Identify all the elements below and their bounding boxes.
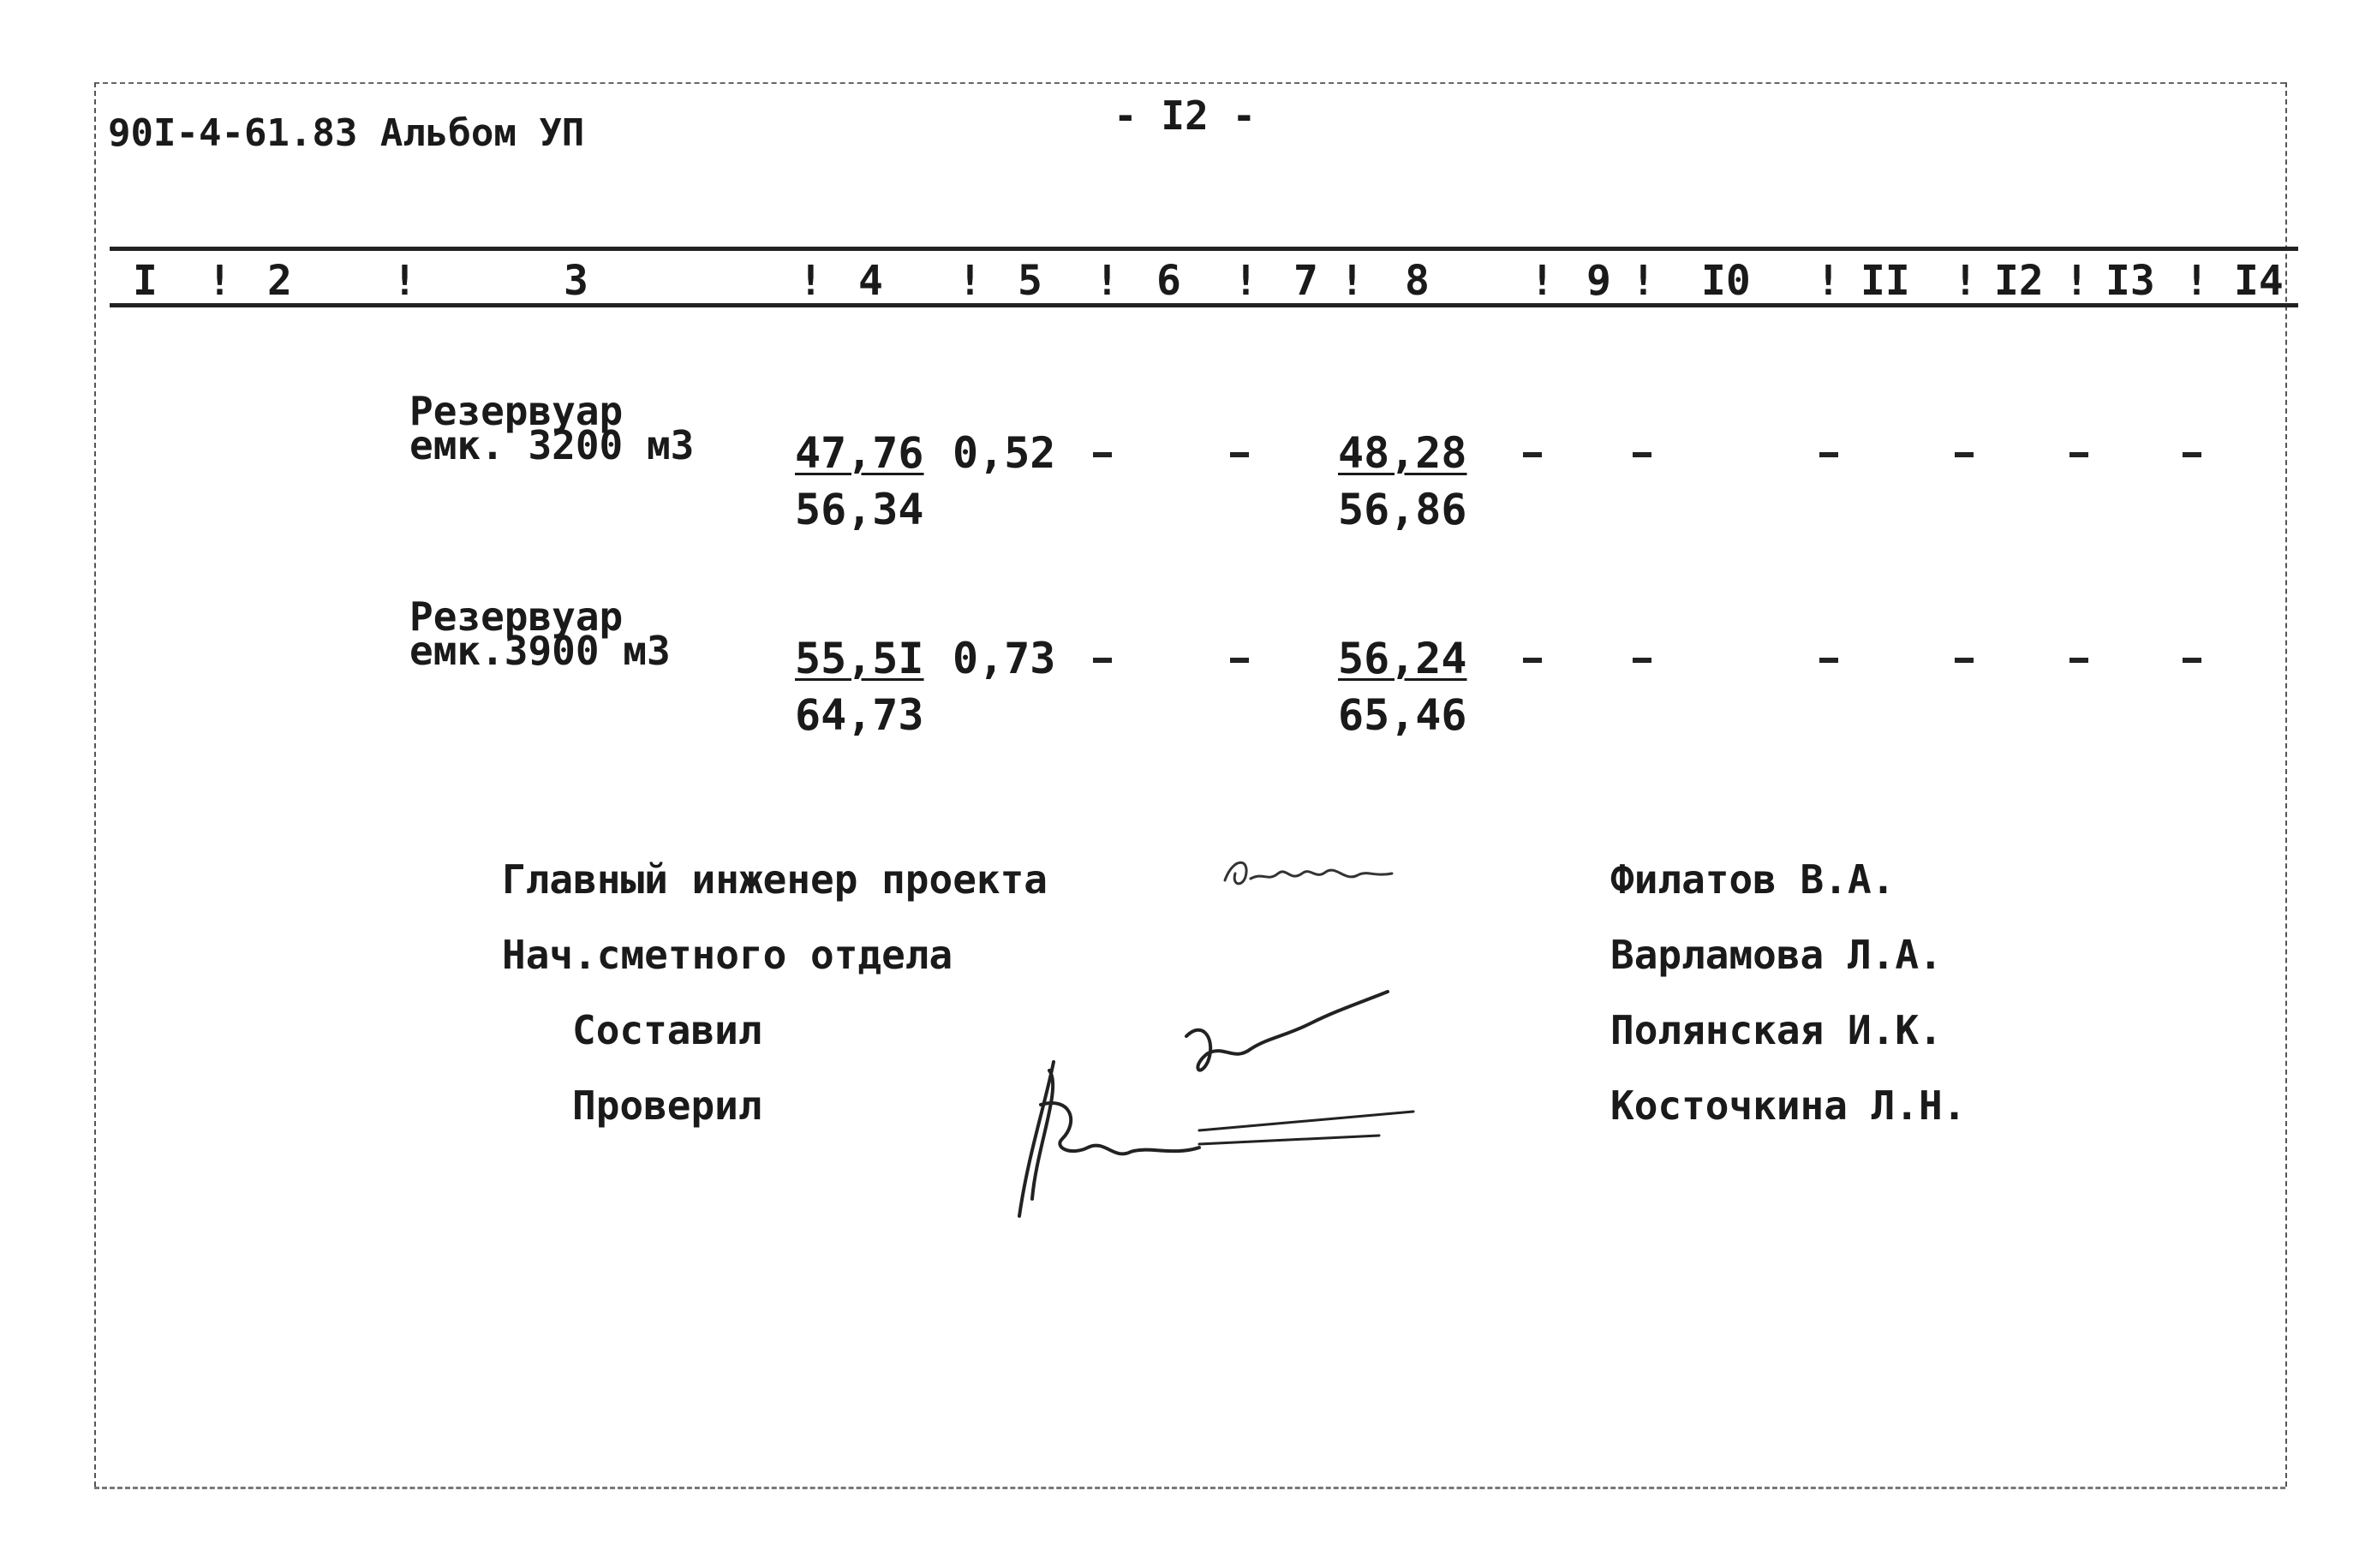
column-separator: ! xyxy=(392,257,417,305)
column-number: I4 xyxy=(2234,257,2284,305)
empty-cell-dash xyxy=(1230,658,1249,663)
column-separator: ! xyxy=(207,257,232,305)
role-estimate-dept-head: Нач.сметного отдела xyxy=(502,932,953,978)
empty-cell-dash xyxy=(1093,658,1112,663)
column-number: I3 xyxy=(2105,257,2155,305)
column-separator: ! xyxy=(798,257,823,305)
col4-value-bottom: 64,73 xyxy=(795,690,924,740)
frame-top-border xyxy=(94,82,2285,84)
empty-cell-dash xyxy=(2069,658,2088,663)
empty-cell-dash xyxy=(1819,658,1838,663)
empty-cell-dash xyxy=(1523,452,1542,457)
column-number: 3 xyxy=(564,257,588,305)
column-separator: ! xyxy=(1631,257,1656,305)
col4-value-top: 47,76 xyxy=(795,428,924,478)
item-name-line2: емк. 3200 м3 xyxy=(409,422,695,468)
column-separator: ! xyxy=(1953,257,1978,305)
column-number: 9 xyxy=(1586,257,1611,305)
empty-cell-dash xyxy=(1955,452,1974,457)
empty-cell-dash xyxy=(1093,452,1112,457)
column-number: II xyxy=(1860,257,1910,305)
column-number: I xyxy=(133,257,158,305)
empty-cell-dash xyxy=(1633,658,1651,663)
empty-cell-dash xyxy=(1523,658,1542,663)
column-separator: ! xyxy=(1816,257,1841,305)
empty-cell-dash xyxy=(1955,658,1974,663)
item-name-line2: емк.3900 м3 xyxy=(409,628,671,674)
column-separator: ! xyxy=(1340,257,1365,305)
table-header-top-rule xyxy=(110,247,2298,251)
frame-right-border xyxy=(2285,82,2287,1487)
empty-cell-dash xyxy=(2183,452,2201,457)
role-chief-engineer: Главный инженер проекта xyxy=(502,856,1048,903)
role-compiled-by: Составил xyxy=(572,1007,762,1053)
empty-cell-dash xyxy=(2069,452,2088,457)
name-kostochkina: Косточкина Л.Н. xyxy=(1610,1082,1967,1129)
frame-bottom-border xyxy=(94,1487,2285,1489)
frame-left-border xyxy=(94,82,96,1487)
col4-value-top: 55,5I xyxy=(795,634,924,683)
col8-value-top: 56,24 xyxy=(1338,634,1467,683)
column-separator: ! xyxy=(2184,257,2209,305)
empty-cell-dash xyxy=(1633,452,1651,457)
col8-value-bottom: 65,46 xyxy=(1338,690,1467,740)
column-separator: ! xyxy=(1095,257,1120,305)
item-name-line1: Резервуар xyxy=(409,593,624,640)
column-number: I2 xyxy=(1994,257,2044,305)
name-varlamova: Варламова Л.А. xyxy=(1610,932,1943,978)
col8-value-bottom: 56,86 xyxy=(1338,485,1467,534)
column-separator: ! xyxy=(2064,257,2089,305)
document-code: 90I-4-61.83 Альбом УП xyxy=(108,111,585,155)
column-number: 8 xyxy=(1405,257,1430,305)
empty-cell-dash xyxy=(1230,452,1249,457)
col5-value: 0,52 xyxy=(953,428,1056,478)
column-separator: ! xyxy=(1530,257,1555,305)
column-number: 7 xyxy=(1293,257,1318,305)
empty-cell-dash xyxy=(2183,658,2201,663)
column-number: 4 xyxy=(858,257,883,305)
column-number: 6 xyxy=(1156,257,1181,305)
col4-value-bottom: 56,34 xyxy=(795,485,924,534)
column-separator: ! xyxy=(1233,257,1258,305)
handwritten-signature xyxy=(1216,848,1413,899)
column-number: 5 xyxy=(1018,257,1042,305)
empty-cell-dash xyxy=(1819,452,1838,457)
column-separator: ! xyxy=(958,257,982,305)
item-name-line1: Резервуар xyxy=(409,388,624,434)
col5-value: 0,73 xyxy=(953,634,1056,683)
role-checked-by: Проверил xyxy=(572,1082,762,1129)
col8-value-top: 48,28 xyxy=(1338,428,1467,478)
name-filatov: Филатов В.А. xyxy=(1610,856,1896,903)
column-number: 2 xyxy=(267,257,292,305)
handwritten-signature xyxy=(1002,976,1448,1225)
column-number: I0 xyxy=(1701,257,1751,305)
page-number: - I2 - xyxy=(1114,92,1257,139)
name-polyanskaya: Полянская И.К. xyxy=(1610,1007,1943,1053)
